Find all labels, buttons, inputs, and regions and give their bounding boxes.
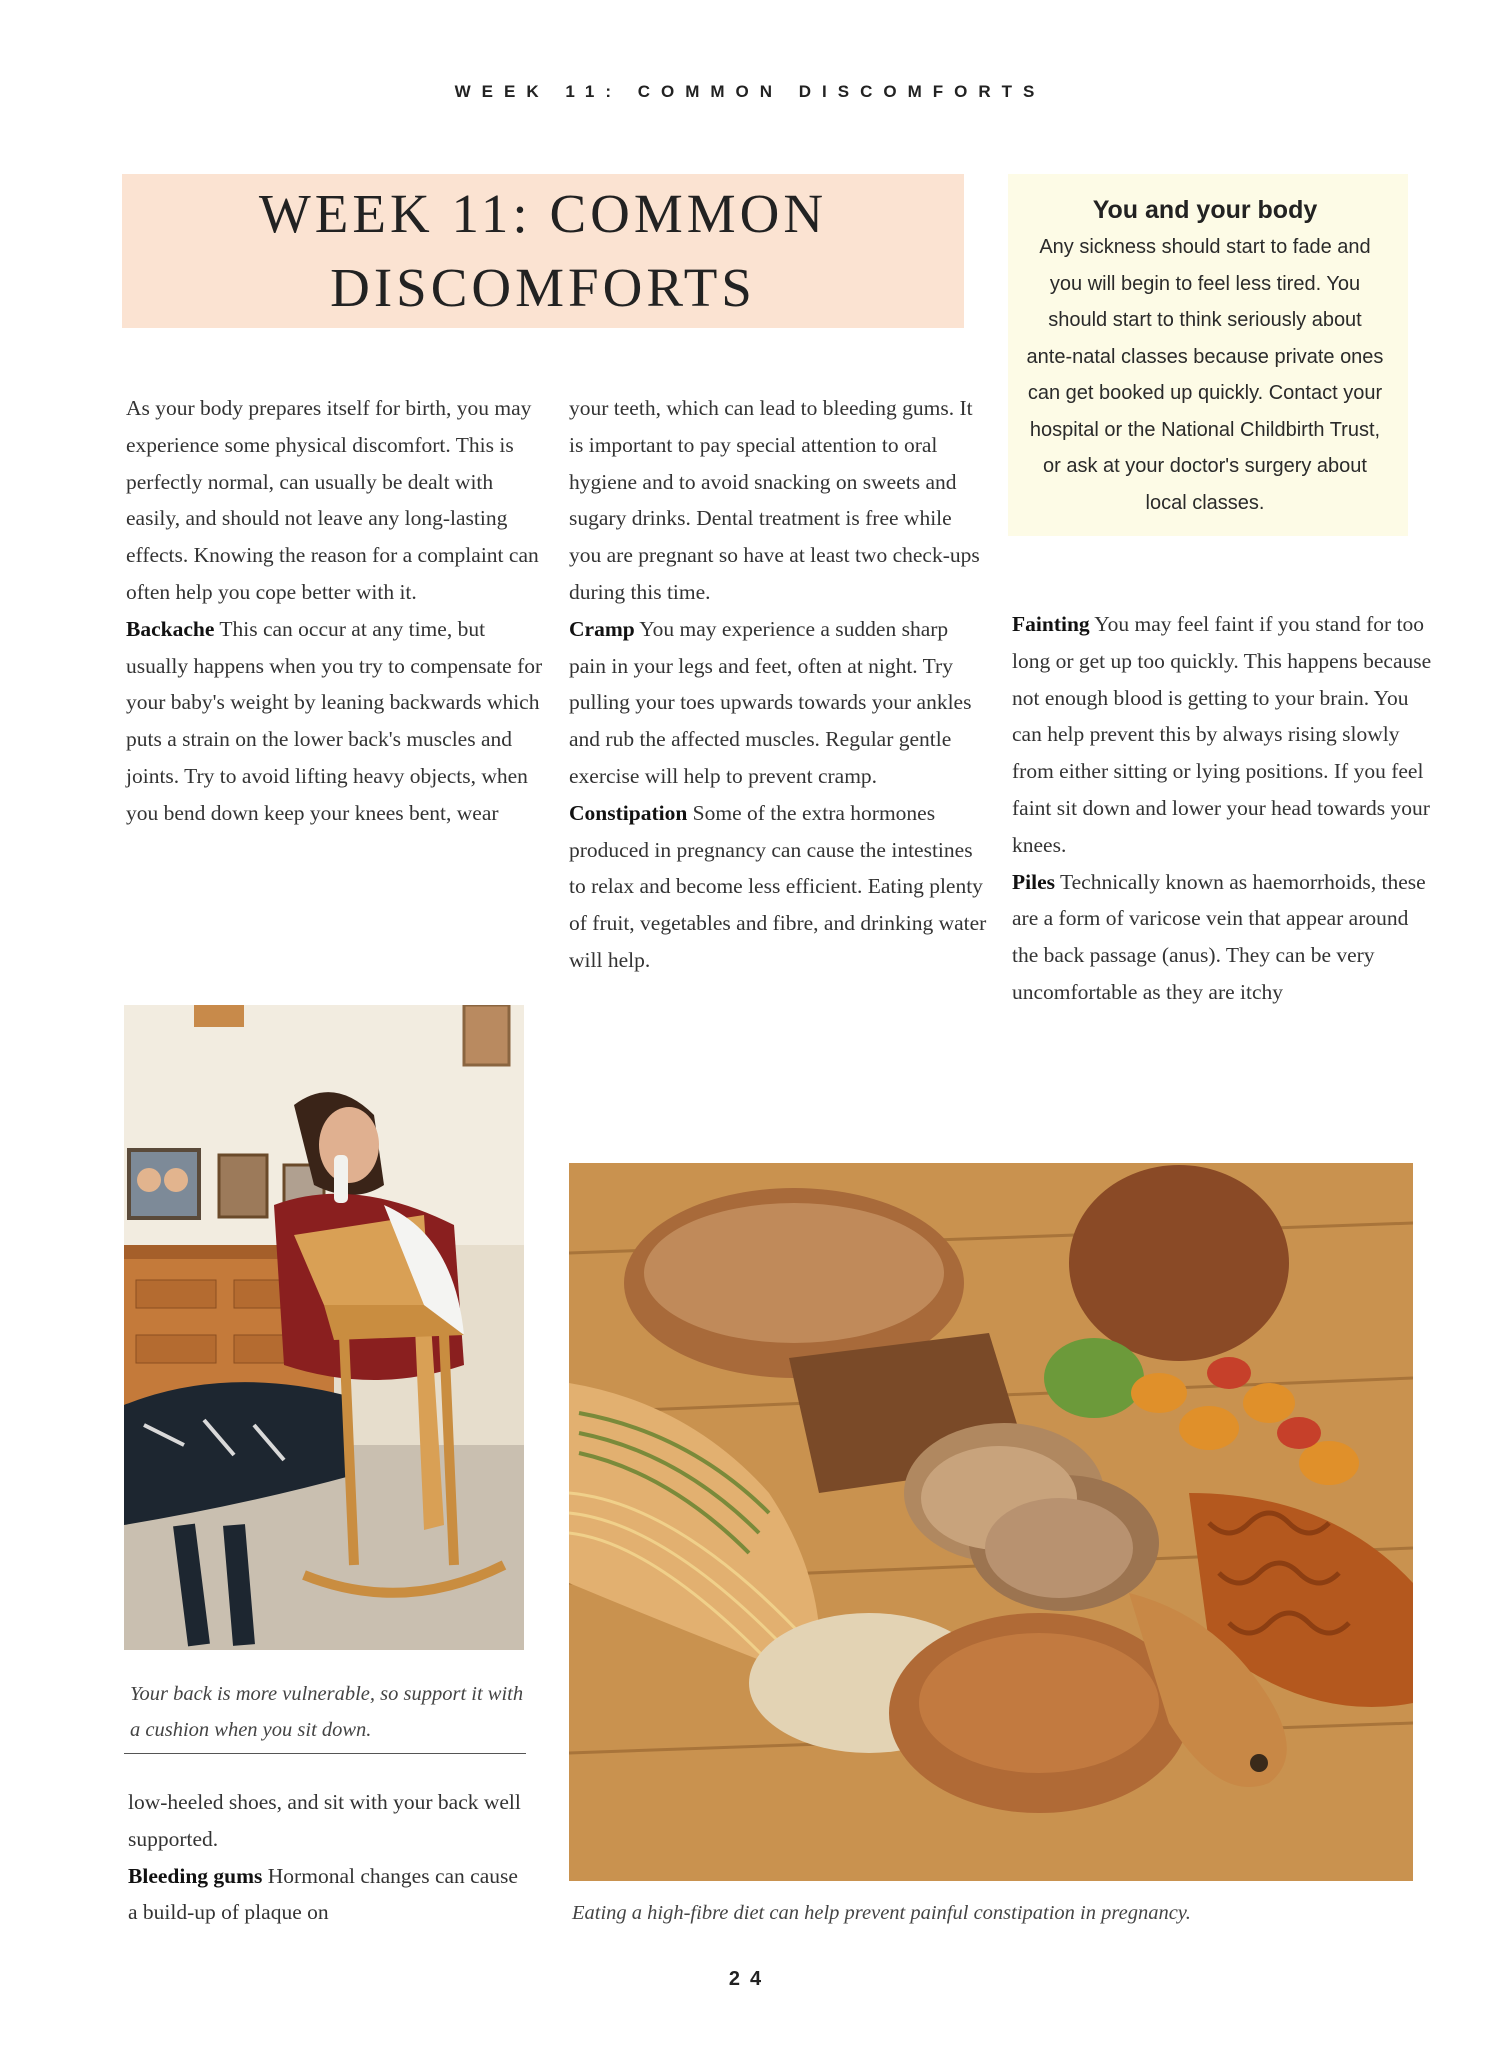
sidebar-heading: You and your body — [1092, 196, 1318, 224]
piles-term: Piles — [1012, 869, 1055, 894]
backache-text: This can occur at any time, but usually happens when you try to compensate for your baby's weight by leaning backwards which puts a strain on the lower back's muscles and joints. Try to avoid lifting heavy objects, when you bend down keep your knees bent, wear — [126, 616, 543, 825]
page-title-line-2: DISCOMFORTS — [330, 257, 756, 318]
page-number: 24 — [728, 1968, 772, 1990]
constipation-text: Some of the extra hormones produced in pregnancy can cause the intestines to relax and become less efficient. Eating plenty of fruit, vegetables and fibre, and drinking water will help. — [569, 800, 987, 972]
backache-term: Backache — [126, 616, 215, 641]
caption-rule — [124, 1753, 526, 1754]
page-title-line-1: WEEK 11: COMMON — [258, 183, 828, 244]
piles-text: Technically known as haemorrhoids, these are a form of varicose vein that appear around the back passage (anus). They can be very uncomfortable as they are itchy — [1012, 869, 1426, 1004]
cramp-term: Cramp — [569, 616, 635, 641]
fainting-paragraph — [1012, 606, 1432, 864]
backache-continued: low-heeled shoes, and sit with your back well supported. — [128, 1790, 521, 1851]
photo-high-fibre-food — [569, 1163, 1413, 1881]
bleeding-gums-continued: your teeth, which can lead to bleeding gums. It is important to pay special attention to oral hygiene and to avoid snacking on sweets and sugary drinks. Dental treatment is free while you are pregnant so have at least two check-ups during this time. — [569, 396, 980, 604]
title-box — [122, 174, 964, 328]
page-title — [259, 177, 827, 325]
running-head: WEEK 11: COMMON DISCOMFORTS — [454, 82, 1046, 101]
sidebar-text: Any sickness should start to fade and you will begin to feel less tired. You should start to think seriously about ante-natal classes because private ones can get booked up quickly. Contact your hospital or the National Childbirth Trust, or ask at your doctor's surgery about local classes. — [1026, 236, 1384, 514]
bleeding-gums-term: Bleeding gums — [128, 1863, 263, 1888]
cramp-text: You may experience a sudden sharp pain in your legs and feet, often at night. Try pulling your toes upwards towards your ankles and rub the affected muscles. Regular gentle exercise will help to prevent cramp. — [569, 616, 972, 788]
column-1-bottom — [128, 1784, 528, 1931]
column-2 — [569, 390, 989, 979]
column-3 — [1012, 606, 1432, 1011]
fainting-text: You may feel faint if you stand for too long or get up too quickly. This happens because not enough blood is getting to your brain. You can help prevent this by always rising slowly from either sitting or lying positions. If you feel faint sit down and lower your head towards your knees. — [1012, 612, 1432, 857]
caption-woman-photo: Your back is more vulnerable, so support it with a cushion when you sit down. — [130, 1683, 524, 1741]
caption-food-photo: Eating a high-fibre diet can help prevent painful constipation in pregnancy. — [572, 1902, 1191, 1924]
bleeding-gums-text: Hormonal changes can cause a build-up of plaque on — [128, 1863, 518, 1925]
sidebar-you-and-your-body — [1008, 174, 1408, 536]
column-1-top — [126, 390, 546, 832]
cramp-paragraph — [569, 611, 989, 795]
constipation-paragraph — [569, 795, 989, 979]
backache-paragraph — [126, 611, 546, 832]
fainting-term: Fainting — [1012, 612, 1090, 636]
constipation-term: Constipation — [569, 800, 688, 825]
piles-paragraph — [1012, 864, 1432, 1011]
bleeding-gums-paragraph — [128, 1858, 528, 1932]
photo-woman-on-phone — [124, 1005, 524, 1650]
intro-paragraph: As your body prepares itself for birth, you may experience some physical discomfort. This is perfectly normal, can usually be dealt with easily, and should not leave any long-lasting effects. Knowing the reason for a complaint can often help you cope better with it. — [126, 396, 539, 604]
